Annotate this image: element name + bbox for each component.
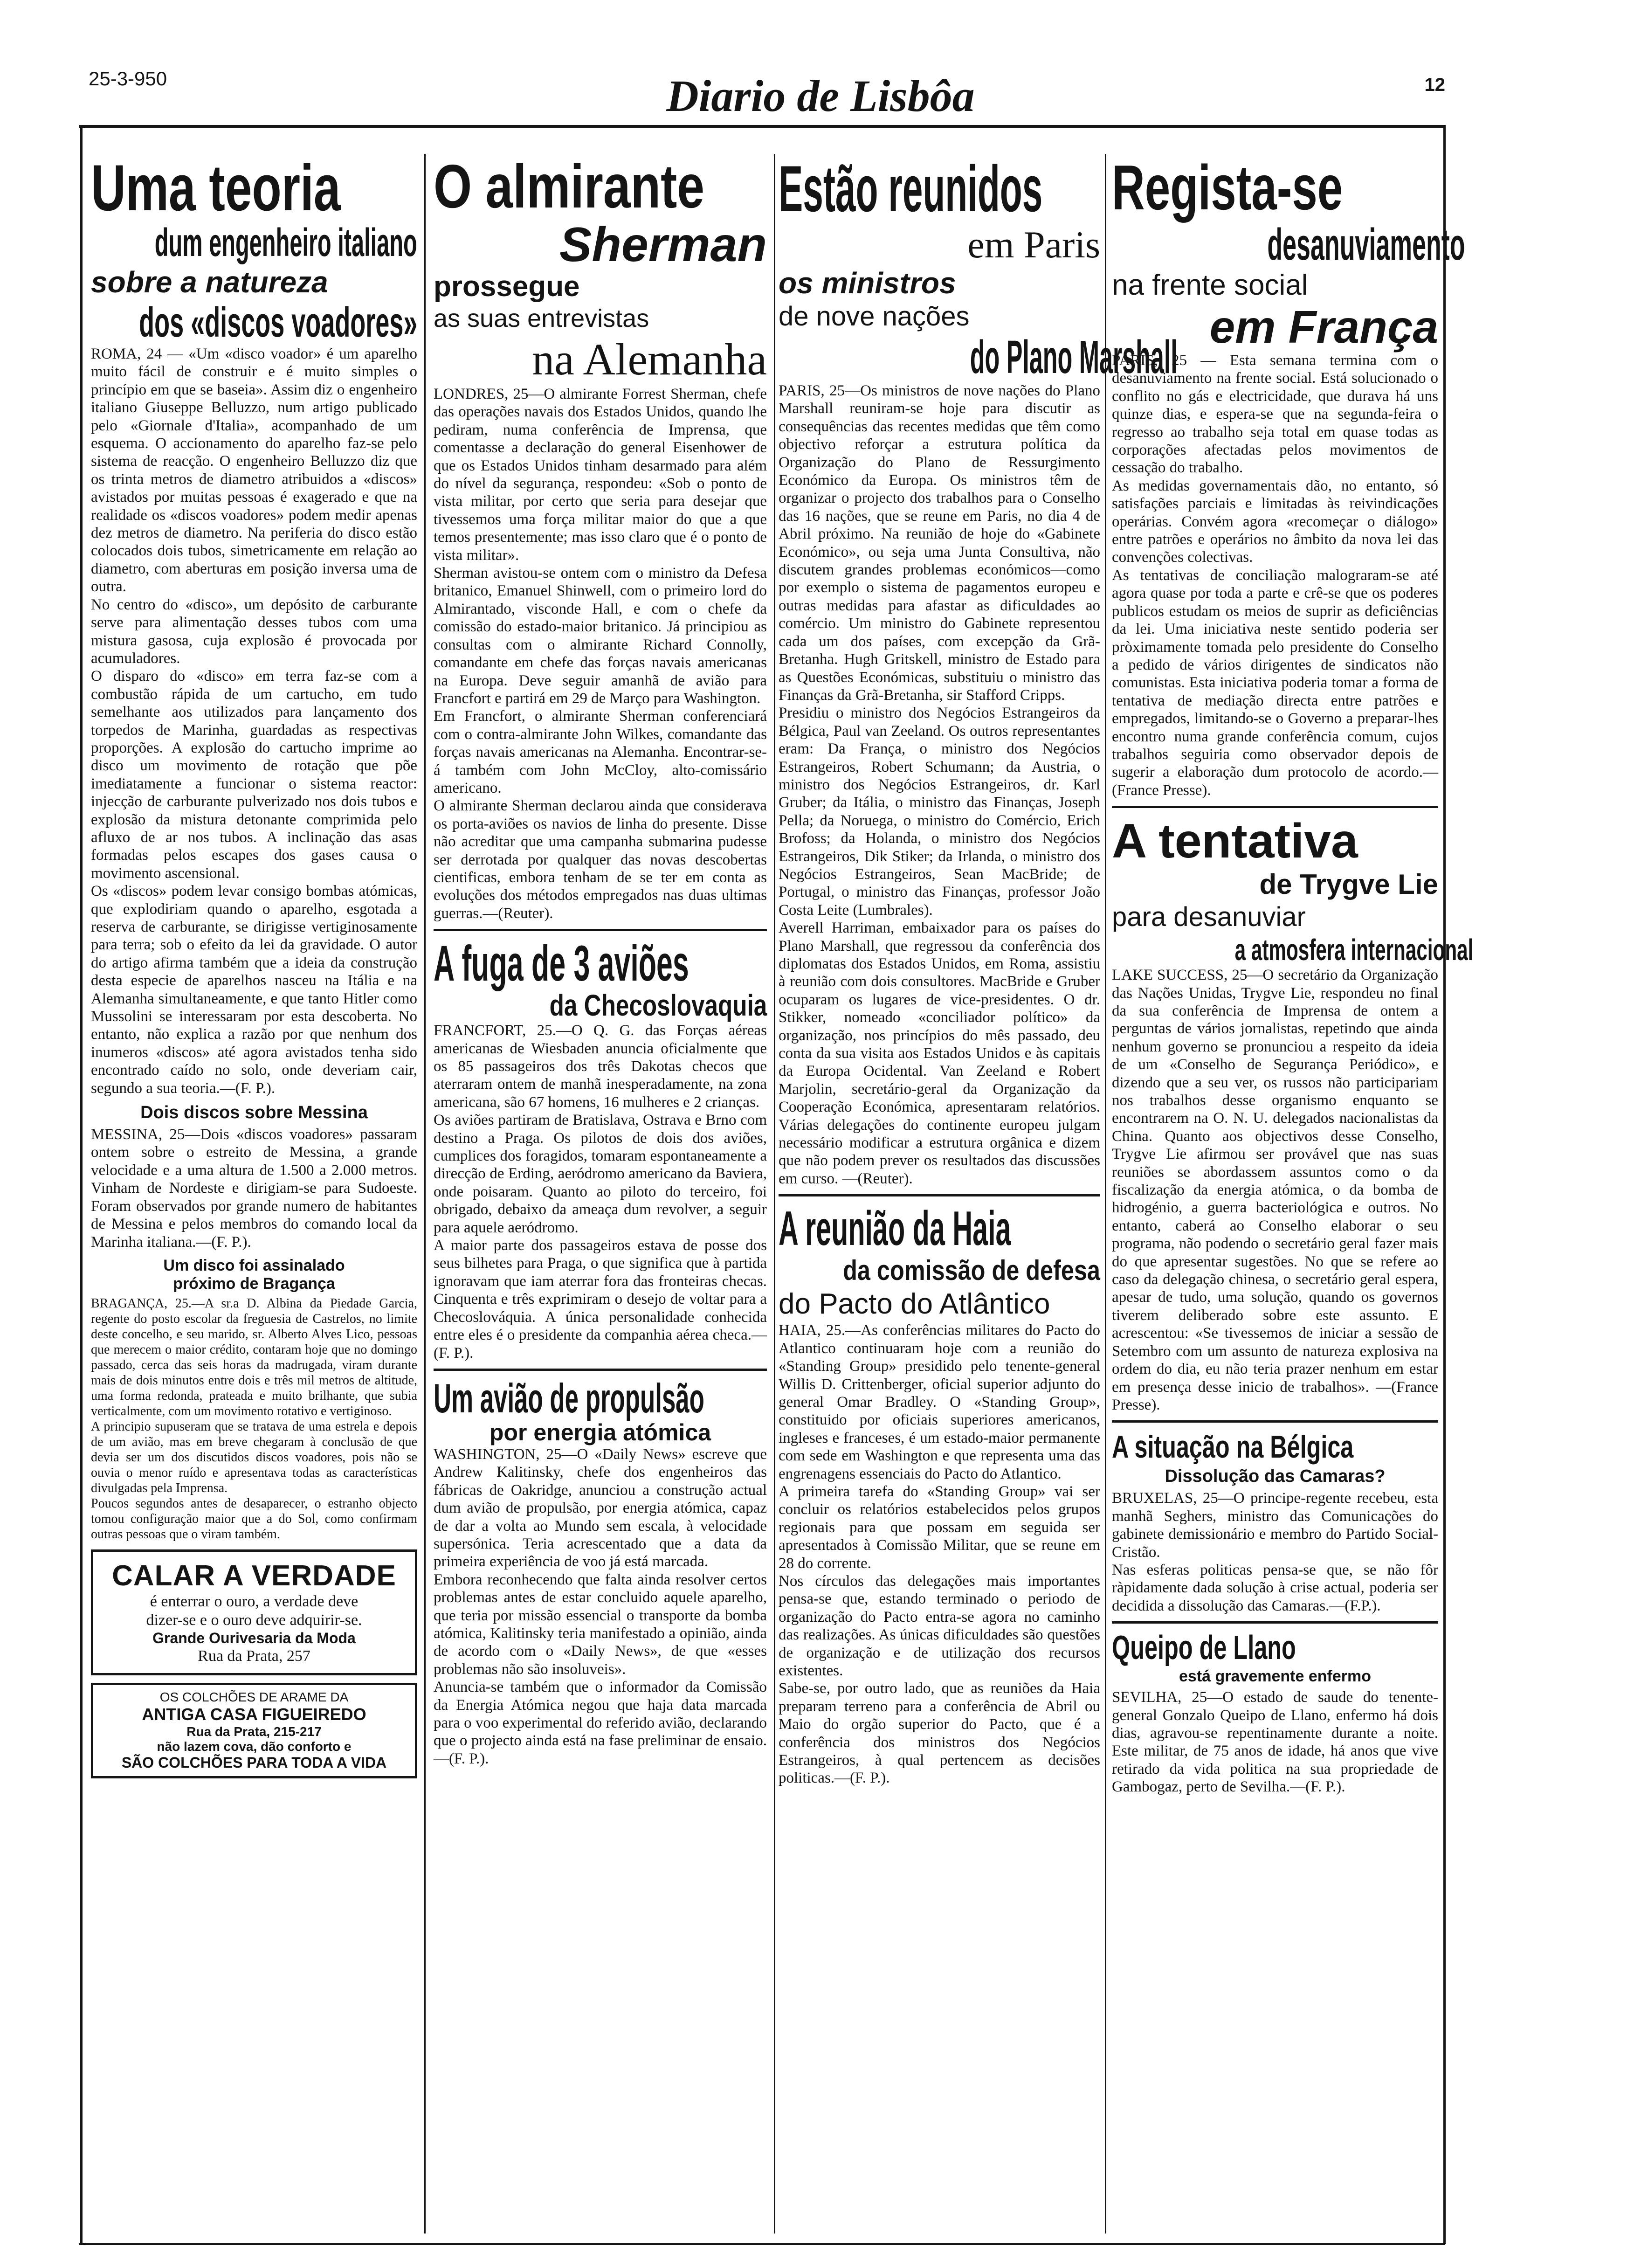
headline-queipo: Queipo de Llano xyxy=(1112,1629,1296,1667)
article-hague-meeting: HAIA, 25.—As conferências militares do Pacto do Atlantico continuaram hoje com a reunião do «Standing Group» presidido pelo tenente-general Willis D. Crittenberger, oficial superior adjunto do general Omar Bradley. O «Standing Group», constituido por oficiais superiores americanos, ingleses e franceses, é um estado-maior permanente com sede em Washington e que representa uma das engrenagens essenciais do Pacto do Atlantico. A primeira tarefa do «Standing Group» vai ser concluir os relatórios estabelecidos pelos grupos regionais para que possam em seguida ser apresentados à Comissão Militar, que se reune em 28 do corrente. Nos círculos das delegações mais importantes pensa-se que, estando terminado o periodo de organização do Pacto entra-se agora no caminho das realizações. As únicas dificuldades são questões de organização e de utilização dos recursos existentes. Sabe-se, por outro lado, que as reuniões da Haia preparam terreno para a conferência de Abril ou Maio do orgão superior do Pacto, que é a conferência dos ministros dos Negócios Estrangeiros, à qual pertencem as decisões politicas.—(F. P.). xyxy=(779,1322,1100,1787)
headline-defense-commission: da comissão de defesa xyxy=(843,1255,1100,1286)
headline-italian-engineer: dum engenheiro italiano xyxy=(154,221,417,264)
column-4 xyxy=(1112,152,1474,1796)
headline-easing: desanuviamento xyxy=(1267,220,1465,270)
section-rule xyxy=(1112,1621,1438,1624)
ad-mattress-address: Rua da Prata, 215-217 xyxy=(186,1724,322,1739)
subhead-messina: Dois discos sobre Messina xyxy=(140,1103,368,1123)
masthead xyxy=(0,0,1641,140)
ad-jewelry-line: é enterrar o ouro, a verdade deve xyxy=(150,1592,359,1610)
headline-registered: Regista-se xyxy=(1112,152,1343,223)
ad-jewelry-store: Grande Ourivesaria da Moda xyxy=(152,1629,356,1646)
ad-mattress-store: ANTIGA CASA FIGUEIREDO xyxy=(142,1704,366,1724)
column-1 xyxy=(91,151,417,1778)
headline-attempt: A tentativa xyxy=(1112,814,1358,869)
headline-in-paris: em Paris xyxy=(967,223,1100,266)
headline-flying-saucers: dos «discos voadores» xyxy=(138,299,417,346)
article-marshall-plan: PARIS, 25—Os ministros de nove nações do Plano Marshall reuniram-se hoje para discutir as consequências das recentes medidas que têm como objectivo reforçar a estrutura política da Organização do Plano de Ressurgimento Económico da Europa. Os ministros têm de organizar o projecto dos trabalhos para o Conselho das 16 nações, que se reune em Paris, no dia 4 de Abril próximo. Na reunião de hoje do «Gabinete Económico», ou seja uma Junta Consultiva, não discutem grandes problemas económicos—como por exemplo o sistema de pagamentos europeu e outras medidas para afastar as dificuldades ao comércio. Um ministro do Gabinete representou cada um dos países, com excepção da Grã-Bretanha. Hugh Gritskell, ministro de Estado para as Questões Económicas, substituiu o ministro das Finanças da Grã-Bretanha, sir Stafford Cripps. Presidiu o ministro dos Negócios Estrangeiros da Bélgica, Paul van Zeeland. Os outros representantes eram: Da França, o ministro dos Negócios Estrangeiros, Robert Schumann; da Austria, o ministro dos Negócios Estrangeiros, dr. Karl Gruber; da Itália, o ministro das Finanças, Joseph Pella; da Noruega, o ministro do Comércio, Erich Brofoss; da Holanda, o ministro dos Negócios Estrangeiros, Dik Stiker; da Irlanda, o ministro dos Negócios Estrangeiros, Sean MacBride; de Portugal, o ministro das Finanças, professor João Costa Leite (Lumbrales). Averell Harriman, embaixador para os países do Plano Marshall, que regressou da conferência dos diplomatas dos Estados Unidos, em Roma, assistiu à reunião com dois consultores. MacBride e Gruber ocuparam os lugares de vice-presidentes. O dr. Stikker, nomeado «conciliador político» da organização, nos princípios do mês passado, deu conta da sua visita aos Estados Unidos e às capitais da Europa Ocidental. Van Zeeland e Robert Marjolin, secretário-geral da Organização da Cooperação Económica, apresentaram relatórios. Várias delegações do continente europeu julgam necessário modificar a estrutura orgânica e dizem que não podem prever os resultados das discussões em curso. —(Reuter). xyxy=(779,382,1100,1187)
headline-admiral: O almirante xyxy=(434,152,705,221)
subhead-braganca-2: próximo de Bragança xyxy=(173,1274,335,1293)
headline-czechoslovakia: da Checoslovaquia xyxy=(549,989,767,1023)
headline-continues: prossegue xyxy=(434,270,580,303)
headline-belgium: A situação na Bélgica xyxy=(1112,1429,1354,1465)
subhead-ill: está gravemente enfermo xyxy=(1179,1667,1371,1686)
ad-mattress xyxy=(91,1683,417,1778)
column-2 xyxy=(434,154,767,1768)
article-france: PARIS, 25 — Esta semana termina com o desanuviamento na frente social. Está solucionado o conflito no gás e electricidade, que durava há uns quinze dias, e espera-se que na segunda-feira o regresso ao trabalho seja total em quase todas as corporações afectadas pelos movimentos de cessação do trabalho. As medidas governamentais dão, no entanto, só satisfações parciais e limitadas às reivindicações operárias. Convém agora «recomeçar o diálogo» entre patrões e operários no âmbito da nova lei das convenções colectivas. As tentativas de conciliação malograram-se até agora quase por toda a parte e crê-se que os poderes publicos estudam os meios de suprir as deficiências da lei. Uma iniciativa neste sentido poderia ser pròximamente tomada pelo presidente do Conselho a pedido de vários dirigentes de sindicatos não comunistas. Esta iniciativa poderia tomar a forma de tentativa de mediação directa entre patrões e empregados, limitando-se o Governo a preparar-lhes encontro numa grande conferência comum, cujos trabalhos seguiria como observador depois de sugerir a elaboração dum protocolo de acordo.—(France Presse). xyxy=(1112,352,1438,799)
article-ufo-theory: ROMA, 24 — «Um «disco voador» é um aparelho muito fácil de construir e é muito simples o princípio em que se baseia». Assim diz o engenheiro italiano Giuseppe Belluzzo, num artigo publicado pelo «Giornale d'Italia», acompanhado de um esquema. O accionamento do aparelho faz-se pelo sistema de reacção. O engenheiro Belluzzo diz que os trinta metros de diametro atribuidos a «discos» avistados por muitas pessoas é exagerado e que na realidade os «discos voadores» podem medir apenas dez metros de diametro. Na periferia do disco estão colocados dois tubos, simetricamente em relação ao diametro, com aberturas em posição inversa uma de outra. No centro do «disco», um depósito de carburante serve para alimentação desses tubos com uma mistura gasosa, cuja explosão é provocada por acumuladores. O disparo do «disco» em terra faz-se com a combustão rápida de um cartucho, em tudo semelhante aos utilizados para lançamento dos torpedos de Marinha, guardadas as respectivas proporções. A explosão do cartucho imprime ao disco um movimento de rotação que põe imediatamente a funcionar o sistema reactor: injecção de carburante pulverizado nos dois tubos e explosão da mistura detonante comprimida pelo afluxo de ar nos tubos. A inclinação das asas formadas pelos escapes dos gases causa o movimento ascensional. Os «discos» podem levar consigo bombas atómicas, que explodiriam quando o aparelho, esgotada a reserva de carburante, se dirigisse vertiginosamente para terra; sob o efeito da lei da gravidade. O autor do artigo afirma também que a ideia da construção desta especie de aparelhos nasceu na Itália e na Alemanha simultaneamente, e que tanto Hitler como Mussolini se interessaram por esta descoberta. No entanto, não explica a razão por que nenhum dos inumeros «discos» até agora avistados tenha sido encontrado caído no solo, onde deveriam cair, segundo a sua teoria.—(F. P.). xyxy=(91,346,417,1097)
ad-jewelry xyxy=(91,1549,417,1675)
headline-international: a atmosfera internacional xyxy=(1234,933,1474,967)
article-queipo: SEVILHA, 25—O estado de saude do tenente-general Gonzalo Queipo de Llano, enfermo há dois dias, agravou-se repentinamente durante a noite. Este militar, de 75 anos de idade, há anos que vive retirado da vida politica na sua propriedade de Gambogaz, perto de Sevilha.—(F. P.). xyxy=(1112,1689,1438,1796)
headline-atlantic-pact: do Pacto do Atlântico xyxy=(779,1288,1050,1321)
column-separator xyxy=(774,154,775,2233)
article-atomic-plane: WASHINGTON, 25—O «Daily News» escreve que Andrew Kalitinsky, chefe dos engenheiros das fábricas de Oakridge, anunciou a construção actual dum avião de propulsão, por energia atómica, capaz de dar a volta ao Mundo sem escala, à velocidade supersónica. Teria acrescentado que a data da primeira experiência de voo já está marcada. Embora reconhecendo que falta ainda resolver certos problemas antes de estar concluido aquele aparelho, que teria por missão essencial o transporte da bomba atómica, Kalitinsky teria manifestado a opinião, ainda de acordo com o «Daily News», de que «esses problemas não são insoluveis». Anuncia-se também que o informador da Comissão da Energia Atómica negou que haja data marcada para o voo experimental do referido avião, declarando que o projecto ainda está na fase preliminar de ensaio.—(F. P.). xyxy=(434,1445,767,1767)
headline-hague-meeting: A reunião da Haia xyxy=(779,1202,1011,1256)
section-rule xyxy=(779,1194,1100,1196)
ad-mattress-slogan: SÃO COLCHÕES PARA TODA A VIDA xyxy=(121,1754,387,1771)
section-rule xyxy=(434,929,767,931)
headline-marshall-plan: do Plano Marshall xyxy=(970,331,1178,383)
frame-rule-top xyxy=(79,125,1445,128)
ad-mattress-line: não lazem cova, dão conforto e xyxy=(157,1739,352,1754)
headline-interviews: as suas entrevistas xyxy=(434,304,649,332)
newspaper-title: Diario de Lisbôa xyxy=(666,71,975,121)
section-rule xyxy=(1112,806,1438,808)
headline-to-ease: para desanuviar xyxy=(1112,902,1306,933)
article-trygve-lie: LAKE SUCCESS, 25—O secretário da Organização das Nações Unidas, Trygve Lie, respondeu no final da sua conferência de Imprensa de ontem a perguntas de vários jornalistas, repetindo que ainda nenhum governo se pronunciou a respeito da ideia de um «Conselho de Segurança Periódico», e dizendo que a seu ver, os russos não participariam nos trabalhos desse organismo enquanto se encontrarem na O. N. U. delegados nacionalistas da China. Quanto aos objectivos desse Conselho, Trygve Lie afirmou ser provável que nas suas reuniões se abordassem assuntos como o da fiscalização da energia atómica, o da bomba de hidrogénio, a guerra bacteriológica e outros. No entanto, caberá ao Conselho elaborar o seu programa, não podendo o secretário geral fazer mais do que apresentar sugestões. No que se refere ao caso da delegação chinesa, o secretário geral espera, apesar de tudo, uma solução, quando os governos tiverem deliberado sobre este assunto. E acrescentou: «Se tivessemos de iniciar a sessão de Setembro com um assunto de natureza explosiva na ordem do dia, eu não teria prazer nenhum em estar em presença desse inicio de trabalhos». —(France Presse). xyxy=(1112,967,1438,1413)
column-3 xyxy=(779,152,1178,1787)
headline-sherman: Sherman xyxy=(559,218,767,272)
ad-jewelry-title: CALAR A VERDADE xyxy=(112,1559,396,1592)
article-belgium: BRUXELAS, 25—O principe-regente recebeu, esta manhã Seghers, ministro das Comunicações do gabinete demissionário e membro do Partido Social-Cristão. Nas esferas politicas pensa-se que, se não fôr ràpidamente dada solução à crise actual, poderia ser decidida a dissolução das Camaras.—(F.P.). xyxy=(1112,1490,1438,1614)
headline-germany: na Alemanha xyxy=(532,334,767,384)
article-plane-escape: FRANCFORT, 25.—O Q. G. das Forças aéreas americanas de Wiesbaden anuncia oficialmente que os 85 passageiros dos três Dakotas checos que aterraram ontem de manhã inesperadamente, na zona americana, são 67 homens, 16 mulheres e 2 crianças. Os aviões partiram de Bratislava, Ostrava e Brno com destino a Praga. Os pilotos de dois dos aviões, cumplices dos foragidos, tomaram espontaneamente a direcção de Erding, aeródromo americano da Baviera, onde poisaram. Quanto ao piloto do terceiro, foi obrigado, debaixo da ameaça dum revolver, a seguir para aquele aeródromo. A maior parte dos passageiros estava de posse dos seus bilhetes para Praga, o que significa que à partida ignoravam que iam aterrar fora das fronteiras checas. Cinquenta e três exprimiram o desejo de voltar para a Checoslováquia. A única personalidade conhecida entre eles é o presidente da companhia aérea checa.—(F. P.). xyxy=(434,1022,767,1362)
issue-date: 25-3-950 xyxy=(89,68,167,90)
ad-jewelry-line: dizer-se e o ouro deve adquirir-se. xyxy=(146,1611,362,1629)
headline-nine-nations: de nove nações xyxy=(779,301,970,332)
article-messina: MESSINA, 25—Dois «discos voadores» passaram ontem sobre o estreito de Messina, a grande velocidade e a uma altura de 1.500 a 2.000 metros. Vinham de Nordeste e dirigiam-se para Sudoeste. Foram observados por grande numero de habitantes de Messina e pelos membros do comando local da Marinha italiana.—(F. P.). xyxy=(91,1126,417,1251)
subhead-dissolution: Dissolução das Camaras? xyxy=(1165,1466,1386,1487)
headline-in-france: em França xyxy=(1209,301,1438,353)
subhead-braganca-1: Um disco foi assinalado xyxy=(163,1256,345,1274)
page-number: 12 xyxy=(1424,75,1445,95)
frame-rule-bottom xyxy=(79,2243,1445,2245)
headline-ufo-theory: Uma teoria xyxy=(91,151,341,224)
headline-gathered: Estão reunidos xyxy=(779,152,1043,225)
ad-mattress-line: OS COLCHÕES DE ARAME DA xyxy=(159,1689,349,1704)
section-rule xyxy=(434,1369,767,1371)
headline-plane-escape: A fuga de 3 aviões xyxy=(434,935,689,992)
frame-rule-left xyxy=(80,125,83,2244)
ad-jewelry-address: Rua da Prata, 257 xyxy=(198,1647,310,1665)
article-sherman: LONDRES, 25—O almirante Forrest Sherman, chefe das operações navais dos Estados Unidos, quando lhe pediram, numa conferência de Imprensa, que comentasse a declaração do general Eisenhower de que os Estados Unidos tinham desarmado para além do nível da segurança, respondeu: «Sob o ponto de vista militar, por certo que seria para desejar que tivessemos uma força militar maior do que a que temos presentemente; mas isso claro que é o ponto de vista militar». Sherman avistou-se ontem com o ministro da Defesa britanico, Emanuel Shinwell, com o primeiro lord do Almirantado, visconde Hall, e com o chefe da comissão do estado-maior britanico. Já principiou as consultas com o almirante Richard Connolly, comandante em chefe das forças navais americanas na Europa. Deve seguir amanhã de avião para Francfort e partirá em 29 de Março para Washington. Em Francfort, o almirante Sherman conferenciará com o contra-almirante John Wilkes, comandante das forças navais americanas na Alemanha. Encontrar-se-á também com John McCloy, alto-comissário americano. O almirante Sherman declarou ainda que considerava os porta-aviões os navios de linha do presente. Disse não acreditar que uma campanha submarina pudesse ser derrotada por qualquer das novas descobertas cientificas, embora tenham de se ter em conta as evoluções dos métodos empregados nas duas ultimas guerras.—(Reuter). xyxy=(434,386,767,922)
article-braganca: BRAGANÇA, 25.—A sr.a D. Albina da Piedade Garcia, regente do posto escolar da freguesia de Castrelos, no limite deste concelho, e seu marido, sr. Alberto Alves Lico, pessoas que merecem o maior crédito, contaram hoje que no domingo passado, cerca das seis horas da madrugada, viram durante mais de dois minutos entre dois e três mil metros de altitude, uma forma redonda, prateada e muito brilhante, que subia verticalmente, com um movimento rotativo e vertiginoso. A principio supuseram que se tratava de uma estrela e depois de um avião, mas em breve chegaram à conclusão de que devia ser um dos discutidos discos voadores, pois não se ouvia o menor ruído e apresentava todas as características divulgadas pela Imprensa. Poucos segundos antes de desaparecer, o estranho objecto tomou configuração maior que a do Sol, como confirmam outras pessoas que o viram também. xyxy=(91,1296,417,1542)
headline-ministers: os ministros xyxy=(779,266,956,300)
column-separator xyxy=(424,154,426,2233)
headline-about-nature: sobre a natureza xyxy=(91,265,328,299)
headline-trygve-lie: de Trygve Lie xyxy=(1259,869,1438,900)
headline-social-front: na frente social xyxy=(1112,269,1308,301)
section-rule xyxy=(1112,1420,1438,1423)
headline-atomic-energy: por energia atómica xyxy=(489,1419,711,1445)
headline-atomic-plane: Um avião de propulsão xyxy=(434,1375,704,1421)
frame-rule-right xyxy=(1443,125,1446,2244)
column-separator xyxy=(1105,154,1106,2233)
